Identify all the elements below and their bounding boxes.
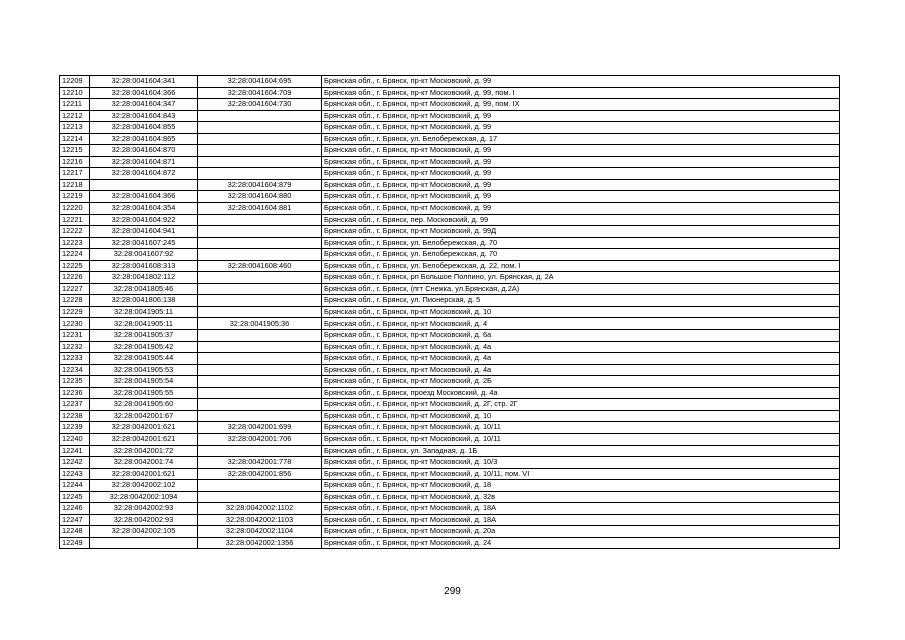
address-cell: Брянская обл., г. Брянск, пр-кт Московский, д. 20а (322, 526, 840, 538)
table-row (60, 353, 840, 365)
address-cell: Брянская обл., г. Брянск, пр-кт Московский, д. 4 (322, 318, 840, 330)
row-number-cell: 12242 (60, 457, 90, 469)
land-cadastral-number-cell: 32:28:0041604:872 (90, 168, 198, 180)
table-row (60, 457, 840, 469)
row-number-cell: 12248 (60, 526, 90, 538)
object-cadastral-number-cell (198, 295, 322, 307)
row-number-cell: 12241 (60, 445, 90, 457)
table-row (60, 156, 840, 168)
object-cadastral-number-cell: 32:28:0041604:880 (198, 191, 322, 203)
object-cadastral-number-cell (198, 283, 322, 295)
row-number-cell: 12235 (60, 376, 90, 388)
address-cell: Брянская обл., г. Брянск, пр-кт Московский, д. 99Д (322, 226, 840, 238)
land-cadastral-number-cell: 32:28:0041604:843 (90, 110, 198, 122)
row-number-cell: 12227 (60, 283, 90, 295)
address-cell: Брянская обл., г. Брянск, пр-кт Московский, д. 99 (322, 168, 840, 180)
object-cadastral-number-cell: 32:28:0041604:709 (198, 87, 322, 99)
row-number-cell: 12244 (60, 480, 90, 492)
address-cell: Брянская обл., г. Брянск, пр-кт Московский, д. 99 (322, 145, 840, 157)
land-cadastral-number-cell: 32:28:0041608:313 (90, 260, 198, 272)
land-cadastral-number-cell: 32:28:0041905:11 (90, 318, 198, 330)
row-number-cell: 12247 (60, 514, 90, 526)
table-row (60, 272, 840, 284)
table-row (60, 399, 840, 411)
object-cadastral-number-cell: 32:28:0042002:1102 (198, 503, 322, 515)
object-cadastral-number-cell (198, 387, 322, 399)
object-cadastral-number-cell (198, 306, 322, 318)
row-number-cell: 12240 (60, 433, 90, 445)
address-cell: Брянская обл., г. Брянск, рп Большое Полпино, ул. Брянская, д. 2А (322, 272, 840, 284)
table-row (60, 341, 840, 353)
row-number-cell: 12219 (60, 191, 90, 203)
address-cell: Брянская обл., г. Брянск, пр-кт Московский, д. 18 (322, 480, 840, 492)
land-cadastral-number-cell: 32:28:0041607:245 (90, 237, 198, 249)
address-cell: Брянская обл., г. Брянск, пр-кт Московский, д. 10 (322, 410, 840, 422)
row-number-cell: 12232 (60, 341, 90, 353)
object-cadastral-number-cell (198, 237, 322, 249)
table-row (60, 283, 840, 295)
land-cadastral-number-cell: 32:28:0041805:46 (90, 283, 198, 295)
land-cadastral-number-cell: 32:28:0041604:347 (90, 99, 198, 111)
table-row (60, 445, 840, 457)
object-cadastral-number-cell (198, 480, 322, 492)
land-cadastral-number-cell: 32:28:0041802:112 (90, 272, 198, 284)
land-cadastral-number-cell (90, 179, 198, 191)
address-cell: Брянская обл., г. Брянск, пр-кт Московский, д. 10/3 (322, 457, 840, 469)
object-cadastral-number-cell (198, 226, 322, 238)
land-cadastral-number-cell: 32:28:0041905:42 (90, 341, 198, 353)
address-cell: Брянская обл., г. Брянск, ул. Белобережская, д. 70 (322, 237, 840, 249)
row-number-cell: 12209 (60, 76, 90, 88)
table-row (60, 318, 840, 330)
land-cadastral-number-cell: 32:28:0041806:138 (90, 295, 198, 307)
object-cadastral-number-cell (198, 168, 322, 180)
table-row (60, 537, 840, 549)
address-cell: Брянская обл., г. Брянск, пр-кт Московский, д. 24 (322, 537, 840, 549)
object-cadastral-number-cell: 32:28:0041604:879 (198, 179, 322, 191)
row-number-cell: 12243 (60, 468, 90, 480)
land-cadastral-number-cell: 32:28:0041607:92 (90, 249, 198, 261)
table-row (60, 237, 840, 249)
table-row (60, 99, 840, 111)
address-cell: Брянская обл., г. Брянск, пр-кт Московский, д. 10/11 (322, 422, 840, 434)
table-row (60, 110, 840, 122)
row-number-cell: 12214 (60, 133, 90, 145)
land-cadastral-number-cell: 32:28:0042002:93 (90, 503, 198, 515)
land-cadastral-number-cell: 32:28:0041604:865 (90, 133, 198, 145)
row-number-cell: 12231 (60, 330, 90, 342)
row-number-cell: 12215 (60, 145, 90, 157)
table-row (60, 422, 840, 434)
address-cell: Брянская обл., г. Брянск, (пгт Снежка, ул.Брянская, д.2А) (322, 283, 840, 295)
table-row (60, 76, 840, 88)
land-cadastral-number-cell: 32:28:0041604:366 (90, 191, 198, 203)
address-cell: Брянская обл., г. Брянск, пр-кт Московский, д. 99 (322, 110, 840, 122)
row-number-cell: 12228 (60, 295, 90, 307)
object-cadastral-number-cell (198, 364, 322, 376)
address-cell: Брянская обл., г. Брянск, пер. Московский, д. 99 (322, 214, 840, 226)
object-cadastral-number-cell (198, 330, 322, 342)
land-cadastral-number-cell: 32:28:0041604:941 (90, 226, 198, 238)
address-cell: Брянская обл., г. Брянск, пр-кт Московский, д. 18А (322, 503, 840, 515)
object-cadastral-number-cell (198, 272, 322, 284)
land-cadastral-number-cell: 32:28:0041604:366 (90, 87, 198, 99)
object-cadastral-number-cell (198, 145, 322, 157)
table-row (60, 503, 840, 515)
table-row (60, 491, 840, 503)
address-cell: Брянская обл., г. Брянск, ул. Белобережская, д. 17 (322, 133, 840, 145)
land-cadastral-number-cell: 32:28:0042001:72 (90, 445, 198, 457)
row-number-cell: 12218 (60, 179, 90, 191)
object-cadastral-number-cell (198, 353, 322, 365)
object-cadastral-number-cell (198, 376, 322, 388)
table-row (60, 203, 840, 215)
address-cell: Брянская обл., г. Брянск, пр-кт Московский, д. 4а (322, 341, 840, 353)
table-row (60, 249, 840, 261)
land-cadastral-number-cell: 32:28:0041905:37 (90, 330, 198, 342)
registry-table-body (60, 76, 840, 549)
land-cadastral-number-cell: 32:28:0041905:54 (90, 376, 198, 388)
address-cell: Брянская обл., г. Брянск, пр-кт Московский, д. 10/11 (322, 433, 840, 445)
object-cadastral-number-cell: 32:28:0041608:460 (198, 260, 322, 272)
land-cadastral-number-cell: 32:28:0042002:93 (90, 514, 198, 526)
land-cadastral-number-cell: 32:28:0041905:53 (90, 364, 198, 376)
object-cadastral-number-cell (198, 410, 322, 422)
row-number-cell: 12211 (60, 99, 90, 111)
object-cadastral-number-cell: 32:28:0041905:36 (198, 318, 322, 330)
table-row (60, 410, 840, 422)
row-number-cell: 12245 (60, 491, 90, 503)
land-cadastral-number-cell: 32:28:0041905:44 (90, 353, 198, 365)
row-number-cell: 12237 (60, 399, 90, 411)
object-cadastral-number-cell (198, 214, 322, 226)
table-row (60, 514, 840, 526)
address-cell: Брянская обл., г. Брянск, проезд Московский, д. 4а (322, 387, 840, 399)
address-cell: Брянская обл., г. Брянск, пр-кт Московский, д. 99 (322, 76, 840, 88)
row-number-cell: 12234 (60, 364, 90, 376)
land-cadastral-number-cell: 32:28:0042002:102 (90, 480, 198, 492)
address-cell: Брянская обл., г. Брянск, пр-кт Московский, д. 6а (322, 330, 840, 342)
table-row (60, 145, 840, 157)
address-cell: Брянская обл., г. Брянск, пр-кт Московский, д. 32в (322, 491, 840, 503)
land-cadastral-number-cell: 32:28:0042001:621 (90, 422, 198, 434)
table-row (60, 191, 840, 203)
row-number-cell: 12249 (60, 537, 90, 549)
table-row (60, 122, 840, 134)
object-cadastral-number-cell: 32:28:0041604:881 (198, 203, 322, 215)
row-number-cell: 12246 (60, 503, 90, 515)
address-cell: Брянская обл., г. Брянск, пр-кт Московский, д. 4а (322, 364, 840, 376)
table-row (60, 376, 840, 388)
table-row (60, 306, 840, 318)
land-cadastral-number-cell: 32:28:0041905:55 (90, 387, 198, 399)
object-cadastral-number-cell: 32:28:0042001:699 (198, 422, 322, 434)
row-number-cell: 12212 (60, 110, 90, 122)
address-cell: Брянская обл., г. Брянск, ул. Белобережская, д. 70 (322, 249, 840, 261)
object-cadastral-number-cell (198, 122, 322, 134)
land-cadastral-number-cell: 32:28:0042002:105 (90, 526, 198, 538)
row-number-cell: 12221 (60, 214, 90, 226)
table-row (60, 179, 840, 191)
address-cell: Брянская обл., г. Брянск, пр-кт Московский, д. 18А (322, 514, 840, 526)
table-row (60, 526, 840, 538)
object-cadastral-number-cell: 32:28:0042002:1356 (198, 537, 322, 549)
table-row (60, 168, 840, 180)
table-row (60, 468, 840, 480)
object-cadastral-number-cell (198, 110, 322, 122)
object-cadastral-number-cell: 32:28:0042001:856 (198, 468, 322, 480)
address-cell: Брянская обл., г. Брянск, пр-кт Московский, д. 99, пом. I (322, 87, 840, 99)
land-cadastral-number-cell: 32:28:0041604:870 (90, 145, 198, 157)
address-cell: Брянская обл., г. Брянск, пр-кт Московский, д. 99, пом. IX (322, 99, 840, 111)
row-number-cell: 12233 (60, 353, 90, 365)
row-number-cell: 12230 (60, 318, 90, 330)
object-cadastral-number-cell (198, 399, 322, 411)
land-cadastral-number-cell: 32:28:0041905:60 (90, 399, 198, 411)
land-cadastral-number-cell: 32:28:0041604:871 (90, 156, 198, 168)
row-number-cell: 12217 (60, 168, 90, 180)
object-cadastral-number-cell (198, 156, 322, 168)
property-registry-table (59, 75, 840, 549)
land-cadastral-number-cell: 32:28:0042002:1094 (90, 491, 198, 503)
object-cadastral-number-cell (198, 249, 322, 261)
address-cell: Брянская обл., г. Брянск, ул. Западная, д. 1Б (322, 445, 840, 457)
object-cadastral-number-cell: 32:28:0041604:730 (198, 99, 322, 111)
row-number-cell: 12236 (60, 387, 90, 399)
land-cadastral-number-cell: 32:28:0042001:621 (90, 433, 198, 445)
land-cadastral-number-cell: 32:28:0041604:341 (90, 76, 198, 88)
object-cadastral-number-cell: 32:28:0042001:706 (198, 433, 322, 445)
table-row (60, 433, 840, 445)
table-row (60, 260, 840, 272)
address-cell: Брянская обл., г. Брянск, пр-кт Московский, д. 99 (322, 156, 840, 168)
object-cadastral-number-cell: 32:28:0041604:695 (198, 76, 322, 88)
row-number-cell: 12226 (60, 272, 90, 284)
object-cadastral-number-cell: 32:28:0042002:1103 (198, 514, 322, 526)
object-cadastral-number-cell (198, 445, 322, 457)
row-number-cell: 12238 (60, 410, 90, 422)
address-cell: Брянская обл., г. Брянск, пр-кт Московский, д. 99 (322, 122, 840, 134)
object-cadastral-number-cell (198, 491, 322, 503)
table-row (60, 330, 840, 342)
object-cadastral-number-cell (198, 341, 322, 353)
land-cadastral-number-cell: 32:28:0042001:67 (90, 410, 198, 422)
row-number-cell: 12225 (60, 260, 90, 272)
land-cadastral-number-cell: 32:28:0041604:855 (90, 122, 198, 134)
address-cell: Брянская обл., г. Брянск, пр-кт Московский, д. 2Г, стр. 2Г (322, 399, 840, 411)
address-cell: Брянская обл., г. Брянск, пр-кт Московский, д. 10/11, пом. VI (322, 468, 840, 480)
row-number-cell: 12222 (60, 226, 90, 238)
table-row (60, 387, 840, 399)
land-cadastral-number-cell: 32:28:0041604:354 (90, 203, 198, 215)
table-row (60, 87, 840, 99)
table-row (60, 133, 840, 145)
object-cadastral-number-cell: 32:28:0042002:1104 (198, 526, 322, 538)
land-cadastral-number-cell: 32:28:0041905:11 (90, 306, 198, 318)
row-number-cell: 12223 (60, 237, 90, 249)
table-row (60, 295, 840, 307)
address-cell: Брянская обл., г. Брянск, ул. Белобережская, д. 22, пом. I (322, 260, 840, 272)
land-cadastral-number-cell: 32:28:0042001:621 (90, 468, 198, 480)
address-cell: Брянская обл., г. Брянск, пр-кт Московский, д. 99 (322, 179, 840, 191)
land-cadastral-number-cell: 32:28:0041604:922 (90, 214, 198, 226)
row-number-cell: 12213 (60, 122, 90, 134)
address-cell: Брянская обл., г. Брянск, ул. Пионерская, д. 5 (322, 295, 840, 307)
address-cell: Брянская обл., г. Брянск, пр-кт Московский, д. 10 (322, 306, 840, 318)
address-cell: Брянская обл., г. Брянск, пр-кт Московский, д. 4а (322, 353, 840, 365)
page-number: 299 (444, 586, 461, 597)
row-number-cell: 12239 (60, 422, 90, 434)
object-cadastral-number-cell: 32:28:0042001:778 (198, 457, 322, 469)
address-cell: Брянская обл., г. Брянск, пр-кт Московский, д. 99 (322, 191, 840, 203)
address-cell: Брянская обл., г. Брянск, пр-кт Московский, д. 99 (322, 203, 840, 215)
land-cadastral-number-cell: 32:28:0042001:74 (90, 457, 198, 469)
row-number-cell: 12216 (60, 156, 90, 168)
row-number-cell: 12220 (60, 203, 90, 215)
table-row (60, 364, 840, 376)
table-row (60, 480, 840, 492)
table-row (60, 214, 840, 226)
address-cell: Брянская обл., г. Брянск, пр-кт Московский, д. 2Б (322, 376, 840, 388)
table-row (60, 226, 840, 238)
object-cadastral-number-cell (198, 133, 322, 145)
row-number-cell: 12224 (60, 249, 90, 261)
row-number-cell: 12229 (60, 306, 90, 318)
row-number-cell: 12210 (60, 87, 90, 99)
land-cadastral-number-cell (90, 537, 198, 549)
